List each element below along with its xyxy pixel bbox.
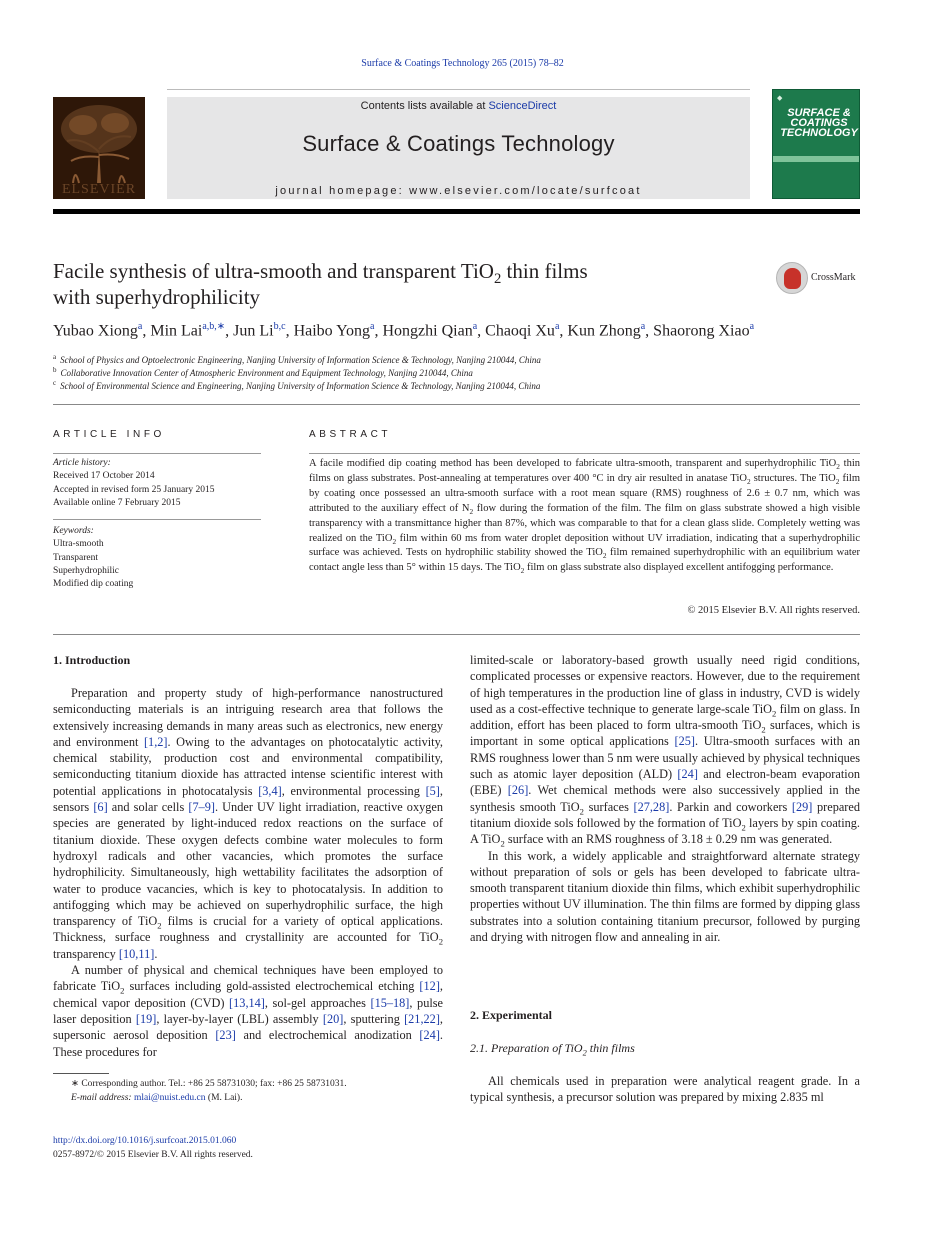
journal-cover-thumbnail[interactable] [772, 89, 860, 199]
divider [53, 634, 860, 635]
citation-link[interactable]: [12] [419, 979, 440, 994]
crossmark-icon [776, 262, 808, 294]
email-line [53, 1092, 443, 1106]
affiliation-mark: a [53, 353, 57, 361]
author-affiliation-mark[interactable]: a,b,∗ [202, 321, 226, 332]
affiliation-mark: c [53, 379, 57, 387]
author-name: Kun Zhong [567, 322, 641, 340]
title-part: Facile synthesis of ultra-smooth and transparent TiO [53, 259, 494, 283]
citation-link[interactable]: [15–18] [370, 995, 410, 1010]
divider [53, 404, 860, 405]
issn-copyright: 0257-8972/© 2015 Elsevier B.V. All rights reserved. [53, 1149, 253, 1160]
author-affiliation-mark[interactable]: a [749, 321, 755, 332]
affiliation-text: School of Environmental Science and Engineering, Nanjing University of Information Science & Technology, Nanjing 210044, China [60, 381, 541, 391]
author-affiliation-mark[interactable]: a [472, 321, 478, 332]
subsection-heading [470, 1041, 635, 1057]
received-date: Received 17 October 2014 [53, 471, 155, 482]
section-heading-introduction: 1. Introduction [53, 653, 131, 667]
abstract-heading: ABSTRACT [309, 429, 392, 440]
journal-homepage[interactable]: journal homepage: www.elsevier.com/locate/surfcoat [275, 185, 642, 197]
article-info-heading: ARTICLE INFO [53, 429, 165, 440]
keywords-label: Keywords: [53, 526, 94, 536]
body-column-right [470, 652, 860, 945]
online-date: Available online 7 February 2015 [53, 497, 181, 508]
author-name: Haibo Yong [293, 322, 371, 340]
cover-title: SURFACE & COATINGS TECHNOLOGY [780, 107, 858, 139]
affiliation-mark: b [53, 366, 57, 374]
subsection-subscript: 2 [582, 1048, 587, 1058]
keyword: Superhydrophilic [53, 565, 119, 576]
citation-link[interactable]: [23] [215, 1028, 236, 1043]
footnote-rule [53, 1073, 109, 1074]
author-name: Yubao Xiong [53, 322, 138, 340]
email-label: E-mail address: [71, 1092, 134, 1103]
title-part: thin films [501, 259, 588, 283]
body-paragraph: limited-scale or laboratory-based growth usually need rigid conditions, complicated processes or expensive reactors. However, due to the requirement of high temperatures in the production line of glass in industry, CVD is widely used as a cost-effective technique to generate large-scale TiO$_2$ film on glass. In addition, effort has been placed to form ultra-smooth TiO$_2$ surfaces, which is important in some optical applications [25]. Ultra-smooth surfaces with an RMS roughness lower than 5 nm were usually achieved by physical techniques such as atomic layer deposition (ALD) [24] and electron-beam evaporation (EBE) [26]. Wet chemical methods were also successively applied in the synthesis smooth TiO$_2$ surfaces [27,28]. Parkin and coworkers [29] prepared titanium dioxide sols followed by the formation of TiO$_2$ layers by spin coating. A TiO$_2$ surface with an RMS roughness of 3.18 ± 0.29 nm was generated. [470, 653, 861, 849]
section-heading-experimental: 2. Experimental [470, 1008, 552, 1022]
keyword: Ultra-smooth [53, 539, 104, 550]
crossmark-label: CrossMark [811, 272, 856, 283]
author-name: Jun Li [233, 322, 274, 340]
author-affiliation-mark[interactable]: a [640, 321, 646, 332]
citation-link[interactable]: [6] [93, 800, 108, 815]
journal-reference[interactable]: Surface & Coatings Technology 265 (2015) 78–82 [361, 58, 564, 69]
affiliation [53, 366, 860, 378]
abstract-text: A facile modified dip coating method has been developed to fabricate ultra-smooth, transparent and superhydrophilic TiO$_2$ thin films on glass substrates. Post-annealing at temperatures over 400 °C in dry air resulted in anatase TiO$_2$ structures. The TiO$_2$ film by coating once possessed an ultra-smooth surface with a root mean square (RMS) roughness of 2.6 ± 0.7 nm, which was attributed to the auxiliary effect of $N_2$ flow during the formation of the film. The film on glass substrate showed a high visible transparency with a transmittance higher than 87%, which was comparable to that for a clean glass slide. Completely wetting was realized on the TiO$_2$ film within 60 ms from water droplet deposition without UV irradiation, indicating that a superhydrophilic surface was achieved. Tests on hydrophilic stability showed the TiO$_2$ film remained superhydrophilic with an equilibrium water contact angle less than 5° within 15 days. The TiO$_2$ film on glass substrate also displayed excellent antifogging performance. [309, 458, 861, 576]
citation-link[interactable]: [26] [507, 783, 529, 798]
citation-link[interactable]: [20] [322, 1011, 344, 1026]
citation-link[interactable]: [24] [419, 1028, 440, 1043]
citation-link[interactable]: [5] [425, 783, 440, 798]
keyword: Modified dip coating [53, 579, 134, 590]
contents-prefix: Contents lists available at [360, 100, 489, 112]
email-suffix: (M. Lai). [205, 1092, 243, 1103]
subsection-heading-part: 2.1. Preparation of TiO [470, 1041, 583, 1055]
publisher-wordmark: ELSEVIER [61, 182, 137, 197]
journal-banner [167, 97, 750, 199]
author-name: Chaoqi Xu [485, 322, 555, 340]
subsection-heading-part: thin films [586, 1041, 635, 1055]
abstract-copyright: © 2015 Elsevier B.V. All rights reserved. [687, 605, 860, 616]
article-title [53, 258, 733, 310]
email-link[interactable]: mlai@nuist.edu.cn [133, 1092, 206, 1103]
footnote [53, 1078, 443, 1105]
citation-link[interactable]: [13,14] [229, 995, 265, 1010]
title-part: with superhydrophilicity [53, 285, 261, 309]
body-paragraph: A number of physical and chemical techniques have been employed to fabricate TiO$_2$ surfaces including gold-assisted electrochemical etching [12], chemical vapor deposition (CVD) [13,14], sol-gel approaches [15–18], pulse laser deposition [19], layer-by-layer (LBL) assembly [20], sputtering [21,22], supersonic aerosol deposition [23] and electrochemical anodization [24]. These procedures for [53, 963, 444, 1059]
affiliation-text: Collaborative Innovation Center of Atmospheric Environment and Equipment Technology, Nanjing 210044, China [60, 368, 473, 378]
citation-link[interactable]: [1,2] [143, 734, 168, 749]
author-list: Yubao Xiong$^a$, Min Lai$^{a,b,∗}$, Jun Li$^{b,c}$, Haibo Yong$^a$, Hongzhi Qian$^a$, Chaoqi Xu$^a$, Kun Zhong$^a$, Shaorong Xiao$^a$ [53, 321, 755, 340]
author-affiliation-mark[interactable]: b,c [273, 321, 286, 332]
title-subscript: 2 [493, 271, 502, 288]
citation-link[interactable]: [21,22] [404, 1011, 440, 1026]
affiliation [53, 379, 860, 391]
author-affiliation-mark[interactable]: a [370, 321, 375, 332]
article-history [53, 457, 261, 510]
corresponding-author: ∗ Corresponding author. Tel.: +86 25 58731030; fax: +86 25 58731031. [71, 1079, 347, 1089]
citation-link[interactable]: [3,4] [258, 783, 282, 798]
cover-stripe [773, 156, 860, 162]
body-paragraph: In this work, a widely applicable and straightforward alternate strategy without preparation of sols or gels has been developed to fabricate ultra-smooth transparent titanium dioxide thin films, which exhibit superhydrophilic properties without UV illumination. The thin films are formed by dipping glass substrates into a solution containing titanium precursor, followed by purging and drying with nitrogen flow and annealing in air. [470, 848, 860, 945]
contents-line [167, 100, 750, 112]
author-name: Shaorong Xiao [653, 322, 750, 340]
affiliation-text: School of Physics and Optoelectronic Engineering, Nanjing University of Information Science & Technology, Nanjing 210044, China [60, 355, 541, 365]
keyword: Transparent [53, 552, 99, 563]
citation-link[interactable]: [10,11] [118, 946, 155, 961]
sciencedirect-link[interactable]: ScienceDirect [488, 100, 557, 112]
citation-link[interactable]: [27,28] [633, 799, 670, 814]
author-affiliation-mark[interactable]: a [137, 321, 143, 332]
journal-title: Surface & Coatings Technology [302, 131, 615, 156]
article-info-rule [53, 453, 261, 454]
revised-date: Accepted in revised form 25 January 2015 [53, 484, 215, 495]
doi-link[interactable]: http://dx.doi.org/10.1016/j.surfcoat.2015.01.060 [53, 1136, 237, 1146]
body-paragraph: All chemicals used in preparation were analytical reagent grade. In a typical synthesis, a precursor solution was prepared by mixing 2.835 ml [470, 1074, 860, 1105]
crossmark-button[interactable] [776, 262, 866, 294]
citation-link[interactable]: [24] [677, 767, 698, 782]
body-column-right-lower [470, 1073, 860, 1106]
author-name: Min Lai [150, 322, 203, 340]
banner-top-rule [167, 89, 750, 90]
publication-footer [53, 1135, 253, 1162]
citation-link[interactable]: [19] [135, 1011, 157, 1026]
body-column-left [53, 685, 443, 1060]
abstract-rule [309, 453, 860, 454]
citation-link[interactable]: [29] [791, 799, 813, 814]
history-label: Article history: [53, 458, 111, 468]
affiliation [53, 353, 860, 365]
publisher-logo [53, 97, 145, 199]
keywords [53, 525, 261, 591]
article-info-rule [53, 519, 261, 520]
citation-link[interactable]: [7–9] [188, 800, 215, 815]
body-paragraph: Preparation and property study of high-performance nanostructured semiconducting materials is an intriguing research area that follows the extensively increasing demands in many areas such as electronics, new energy and environment [1,2]. Owing to the advantages on photocatalytic activity, chemical stability, production cost and environmental compatibility, semiconducting titanium dioxide has attracted intense scientific interest with potential applications in photocatalysis [3,4], environmental processing [5], sensors [6] and solar cells [7–9]. Under UV light irradiation, reactive oxygen species are generated by light-induced redox reactions on the surface of titanium dioxide. These oxygen defects combine water molecules to form hydroxyl radicals and other vacancies, which promotes the surface hydrophilicity. Simultaneously, high wettability facilitates the adsorption of water to produce vacancies, which is key to photocatalysis. In addition to antifogging which may be achieved on superhydrophilic surface, the high transparency of TiO$_2$ films is crucial for a variety of optical applications. Thickness, surface roughness and crystallinity are accounted for TiO$_2$ transparency [10,11]. [53, 686, 444, 961]
header-rule [53, 209, 860, 214]
author-affiliation-mark[interactable]: a [554, 321, 560, 332]
citation-link[interactable]: [25] [674, 734, 695, 749]
cover-mark-icon: ◆ [777, 95, 783, 102]
author-name: Hongzhi Qian [382, 322, 473, 340]
